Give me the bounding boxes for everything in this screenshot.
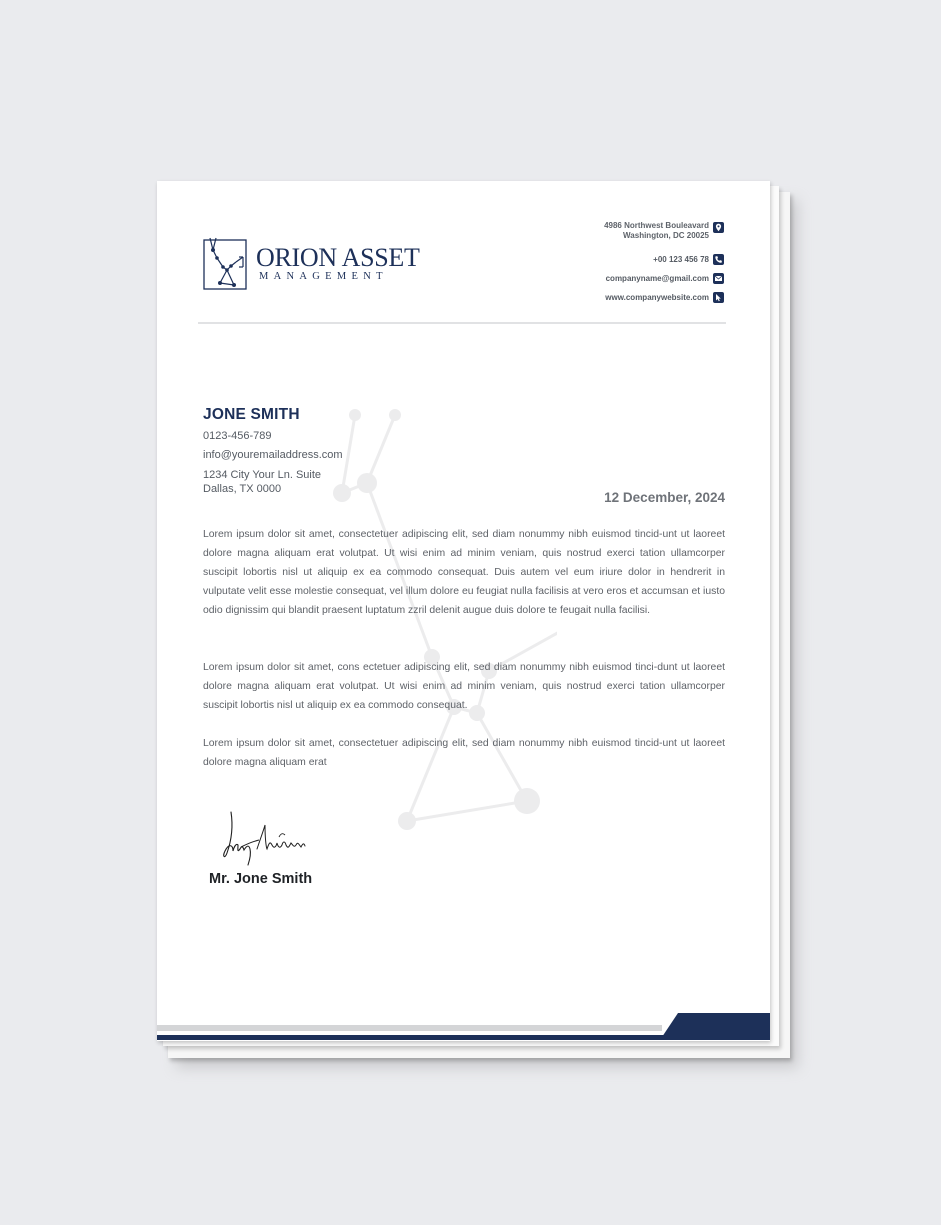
envelope-icon — [713, 273, 724, 284]
footer-band-navy — [157, 1035, 770, 1040]
company-subtitle: MANAGEMENT — [259, 271, 388, 282]
address-line-1: 4986 Northwest Bouleavard — [604, 221, 709, 230]
body-paragraph-1: Lorem ipsum dolor sit amet, consectetuer adipiscing elit, sed diam nonummy nibh euismod tincid-unt ut laoreet dolore magna aliquam erat volutpat. Ut wisi enim ad minim veniam, quis nostrud exerci tation ullamcorper suscipit lobortis nisl ut aliquip ex ea commodo consequat. Duis autem vel eum iriure dolor in hendrerit in vulputate velit esse molestie consequat, vel illum dolore eu feugiat nulla facilisis at vero eros et accumsan et iusto odio dignissim qui blandit praesent luptatum zzril delenit augue duis dolore te feugait nulla facilisi. — [203, 529, 725, 616]
phone-icon — [713, 254, 724, 265]
company-phone[interactable] — [653, 254, 724, 265]
sender-phone: 0123-456-789 — [203, 430, 272, 442]
company-address — [604, 221, 724, 241]
sender-address-line-1: 1234 City Your Ln. Suite — [203, 469, 322, 481]
orion-logo-icon — [203, 237, 247, 291]
letterhead-page — [157, 181, 770, 1041]
location-pin-icon — [713, 222, 724, 233]
body-paragraph-3: Lorem ipsum dolor sit amet, consectetuer adipiscing elit, sed diam nonummy nibh euismod tincid-unt ut laoreet dolore magna aliquam erat — [203, 738, 725, 768]
address-line-2: Washington, DC 20025 — [623, 231, 709, 240]
sender-email: info@youremailaddress.com — [203, 449, 343, 461]
company-email[interactable] — [606, 273, 724, 284]
website-text: www.companywebsite.com — [605, 292, 709, 302]
sender-address-line-2: Dallas, TX 0000 — [203, 483, 282, 495]
letter-date: 12 December, 2024 — [604, 490, 725, 505]
sender-name: JONE SMITH — [203, 406, 300, 423]
handwritten-signature — [219, 807, 319, 867]
signatory-name: Mr. Jone Smith — [209, 871, 313, 887]
constellation-watermark — [327, 401, 557, 841]
email-text: companyname@gmail.com — [605, 273, 709, 283]
header-divider — [198, 322, 726, 324]
phone-text: +00 123 456 78 — [653, 254, 709, 264]
cursor-icon — [713, 292, 724, 303]
footer-band-grey — [157, 1025, 662, 1031]
body-paragraph-2: Lorem ipsum dolor sit amet, cons ectetuer adipiscing elit, sed diam nonummy nibh euismod tinci-dunt ut laoreet dolore magna aliquam erat volutpat. Ut wisi enim ad minim veniam, quis nostrud exerci tation ullamcorper suscipit lobortis nisl ut aliquip ex ea commodo consequat. — [203, 662, 725, 711]
company-name: ORION ASSET — [256, 243, 420, 272]
company-website[interactable] — [605, 292, 724, 303]
